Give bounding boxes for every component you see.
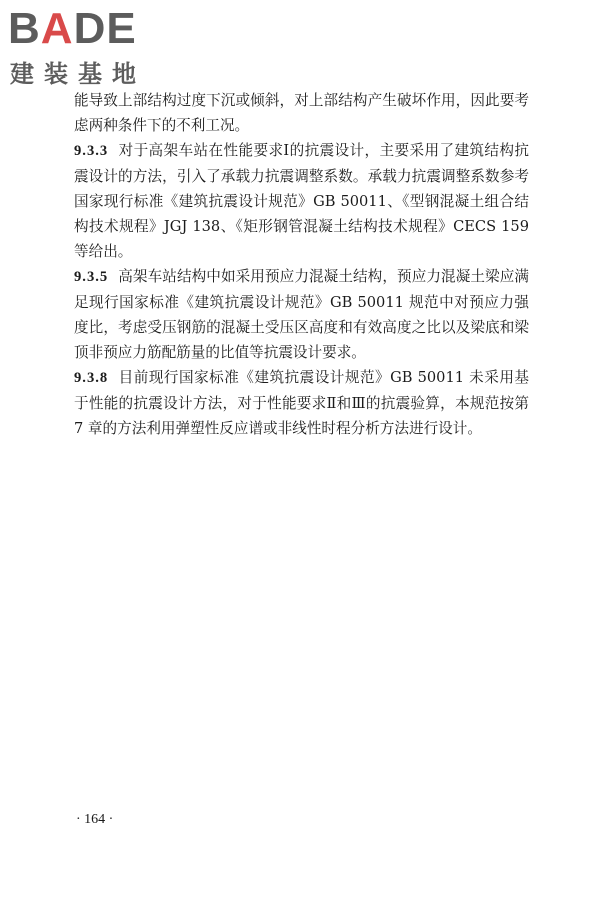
clause-number: 9.3.5 <box>74 269 109 285</box>
clause-number: 9.3.8 <box>74 370 109 386</box>
bade-watermark-logo <box>8 4 188 90</box>
clause-text: 对于高架车站在性能要求Ⅰ的抗震设计，主要采用了建筑结构抗震设计的方法，引入了承载力抗震调整系数。承载力抗震调整系数参考国家现行标准《建筑抗震设计规范》GB 50011、《型钢混凝土组合结构技术规程》JGJ 138、《矩形钢管混凝土结构技术规程》CECS 159 等给出。 <box>74 142 529 260</box>
continuation-paragraph: 能导致上部结构过度下沉或倾斜，对上部结构产生破坏作用，因此要考虑两种条件下的不利工况。 <box>74 92 529 134</box>
page-number: · 164 · <box>76 812 114 827</box>
clause-9-3-3 <box>74 138 529 264</box>
clause-text: 目前现行国家标准《建筑抗震设计规范》GB 50011 未采用基于性能的抗震设计方法，对于性能要求Ⅱ和Ⅲ的抗震验算，本规范按第 7 章的方法利用弹塑性反应谱或非线性时程分析方法进行设计。 <box>74 369 529 437</box>
clause-number: 9.3.3 <box>74 143 109 159</box>
watermark-chinese-text: 建装基地 <box>10 60 146 88</box>
document-body <box>74 88 529 441</box>
clause-9-3-5 <box>74 264 529 365</box>
clause-9-3-8 <box>74 365 529 441</box>
watermark-latin-text: BADE <box>8 4 137 53</box>
clause-text: 高架车站结构中如采用预应力混凝土结构，预应力混凝土梁应满足现行国家标准《建筑抗震设计规范》GB 50011 规范中对预应力强度比，考虑受压钢筋的混凝土受压区高度和有效高度之比以及梁底和梁顶非预应力筋配筋量的比值等抗震设计要求。 <box>74 268 529 361</box>
